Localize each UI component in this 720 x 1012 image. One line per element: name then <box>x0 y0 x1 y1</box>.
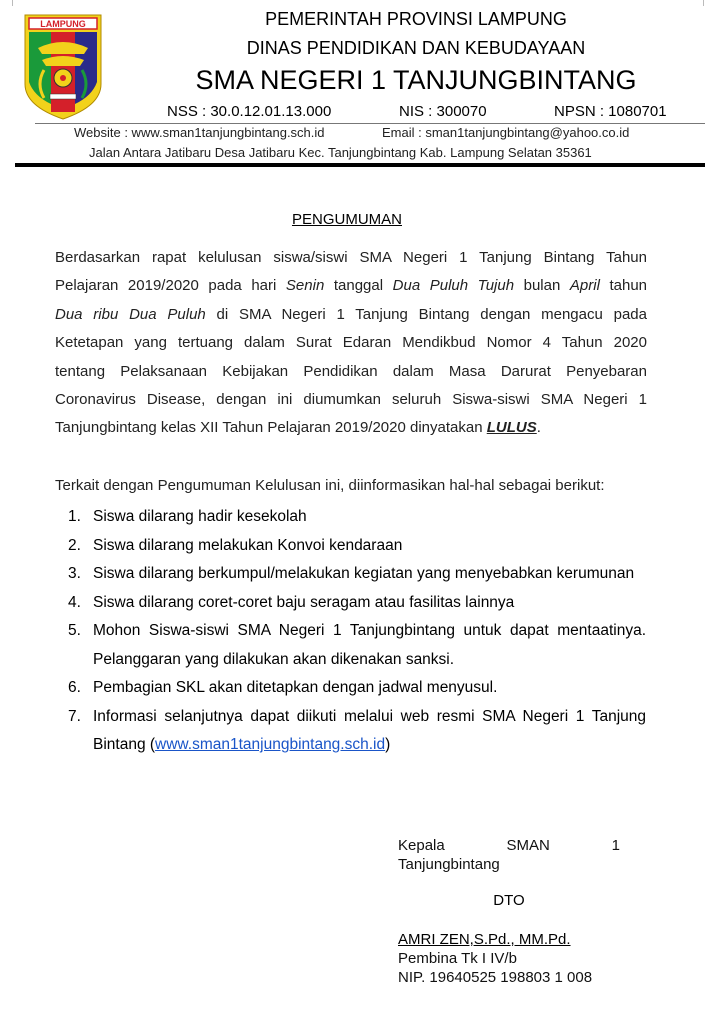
paragraph-text: Ketetapan yang tertuang dalam Surat Edaran Mendikbud Nomor 4 Tahun 2020 <box>55 334 647 352</box>
header-nss: NSS : 30.0.12.01.13.000 <box>167 103 332 120</box>
list-item <box>68 589 646 618</box>
signatory-rank: Pembina Tk I IV/b <box>398 950 517 967</box>
list-text-content: Mohon Siswa-siswi SMA Negeri 1 Tanjungbintang untuk dapat mentaatinya. Pelanggaran yang dilakukan akan dikenakan sanksi. <box>93 622 646 668</box>
page-corner-mark <box>703 0 704 6</box>
paragraph-text: . <box>536 419 541 437</box>
list-text <box>93 589 646 618</box>
paragraph-text: Berdasarkan rapat kelulusan siswa/siswi SMA Negeri 1 Tanjung Bintang Tahun <box>55 249 647 266</box>
position-line1: Kepala SMAN 1 <box>398 837 620 854</box>
list-number: 3. <box>68 565 81 582</box>
list-text <box>93 532 646 561</box>
header-website: Website : www.sman1tanjungbintang.sch.id <box>74 125 325 140</box>
list-text-content: Siswa dilarang hadir kesekolah <box>93 508 307 525</box>
list-item <box>68 674 646 703</box>
paragraph-line <box>55 247 647 275</box>
signatory-nip: NIP. 19640525 198803 1 008 <box>398 969 593 986</box>
lampung-logo <box>24 14 102 120</box>
list-text-content: Informasi selanjutnya dapat diikuti melalui web resmi SMA Negeri 1 Tanjung Bintang ( <box>93 707 646 753</box>
intro-text: Terkait dengan Pengumuman Kelulusan ini, diinformasikan hal-hal sebagai berikut: <box>55 477 605 494</box>
list-number: 7. <box>68 707 81 725</box>
list-item <box>68 617 646 674</box>
paragraph-text: di SMA Negeri 1 Tanjung Bintang dengan mengacu pada <box>205 305 647 323</box>
list-text-close: ) <box>385 736 391 753</box>
position-line2: Tanjungbintang <box>398 856 500 873</box>
paragraph-text: Tanjungbintang kelas XII Tahun Pelajaran 2019/2020 dinyatakan <box>55 419 487 437</box>
list-text <box>93 560 646 589</box>
paragraph-text: tanggal <box>324 277 393 295</box>
list-text <box>93 503 646 532</box>
list-text <box>93 674 646 703</box>
paragraph-text: April <box>569 277 600 295</box>
announcement-paragraph <box>55 247 647 446</box>
paragraph-line <box>55 332 647 360</box>
list-text-content: Siswa dilarang melakukan Konvoi kendaraan <box>93 536 403 554</box>
header-school-name: SMA NEGERI 1 TANJUNGBINTANG <box>195 65 637 95</box>
header-address: Jalan Antara Jatibaru Desa Jatibaru Kec. Tanjungbintang Kab. Lampung Selatan 35361 <box>89 145 592 160</box>
list-item <box>68 703 646 760</box>
list-item <box>68 503 646 532</box>
signatory-name: AMRI ZEN,S.Pd., MM.Pd. <box>398 931 571 948</box>
status-lulus: LULUS <box>486 419 537 437</box>
paragraph-line <box>55 304 647 332</box>
signatory <box>398 930 620 987</box>
paragraph-line <box>55 275 647 303</box>
paragraph-text: Senin <box>285 277 325 295</box>
letterhead-rule <box>15 163 705 167</box>
list-number: 4. <box>68 593 81 611</box>
paragraph-line <box>55 417 647 445</box>
rules-list <box>68 503 646 760</box>
paragraph-text: Dua ribu Dua Puluh <box>55 305 206 323</box>
paragraph-text: Pelajaran 2019/2020 pada hari <box>55 277 286 295</box>
header-divider <box>35 123 705 124</box>
paragraph-text: Coronavirus Disease, dengan ini diumumkan seluruh Siswa-siswi SMA Negeri 1 <box>55 390 647 408</box>
paragraph-line <box>55 361 647 389</box>
list-text <box>93 703 646 760</box>
paragraph-text: bulan <box>514 277 570 295</box>
signature-dto: DTO <box>493 892 525 909</box>
list-text <box>93 617 646 674</box>
paragraph-line <box>55 389 647 417</box>
header-nis: NIS : 300070 <box>399 103 487 120</box>
header-province: PEMERINTAH PROVINSI LAMPUNG <box>265 9 567 29</box>
header-email: Email : sman1tanjungbintang@yahoo.co.id <box>382 125 630 140</box>
header-department: DINAS PENDIDIKAN DAN KEBUDAYAAN <box>246 38 586 58</box>
header-npsn: NPSN : 1080701 <box>554 103 667 120</box>
list-text-content: Siswa dilarang coret-coret baju seragam atau fasilitas lainnya <box>93 593 515 611</box>
list-item <box>68 560 646 589</box>
list-number: 2. <box>68 536 81 554</box>
list-text-content: Siswa dilarang berkumpul/melakukan kegiatan yang menyebabkan kerumunan <box>93 565 635 582</box>
list-item <box>68 532 646 561</box>
svg-text:LAMPUNG: LAMPUNG <box>40 19 86 29</box>
document-title: PENGUMUMAN <box>291 211 402 228</box>
paragraph-text: tentang Pelaksanaan Kebijakan Pendidikan dalam Masa Darurat Penyebaran <box>55 362 647 380</box>
list-text-content: Pembagian SKL akan ditetapkan dengan jadwal menyusul. <box>93 679 498 696</box>
list-number: 6. <box>68 679 81 696</box>
paragraph-text: tahun <box>599 277 648 295</box>
list-number: 5. <box>68 622 81 639</box>
paragraph-text: Dua Puluh Tujuh <box>392 277 515 295</box>
school-website-link[interactable]: www.sman1tanjungbintang.sch.id <box>155 736 386 753</box>
list-number: 1. <box>68 508 81 525</box>
signature-position <box>398 836 620 874</box>
page-corner-mark <box>12 0 13 6</box>
